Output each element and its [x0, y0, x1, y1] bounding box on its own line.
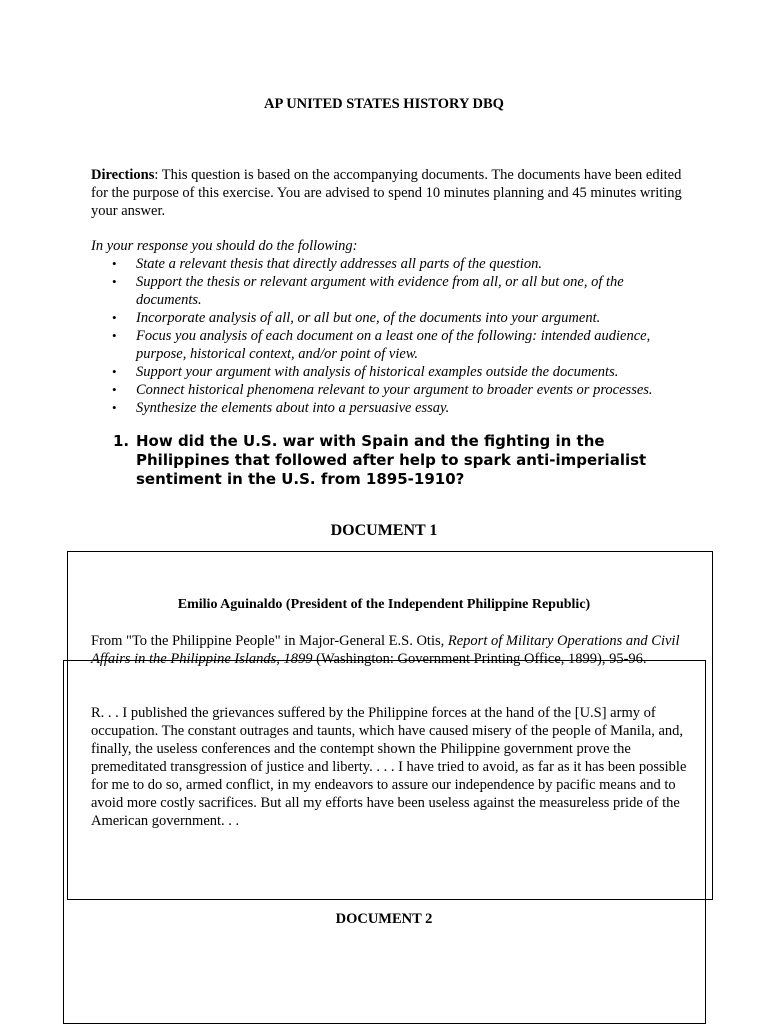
document-1-author: Emilio Aguinaldo (President of the Independent Philippine Republic): [177, 597, 591, 612]
instructions-block: [91, 237, 691, 417]
bullet-icon: •: [112, 328, 117, 343]
source-title: Report of Military Operations and Civil Affairs in the Philippine Islands, 1899: [91, 633, 680, 667]
document-1-quote: R. . . I published the grievances suffered by the Philippine forces at the hand of the [U.S] army of occupation. The constant outrages and taunts, which have caused misery of the people of Manila, and, finally, the useless conferences and the contempt shown the Philippine government prove the premeditated transgression of justice and liberty. . . . I have tried to avoid, as far as it has been possible for me to do so, armed conflict, in my endeavors to assure our independence by pacific means and to avoid more costly sacrifices. But all my efforts have been useless against the measureless pride of the American government. . .: [91, 705, 687, 829]
list-item: [91, 273, 691, 309]
list-item: [91, 327, 691, 363]
bullet-icon: •: [112, 382, 117, 397]
document-2-heading: DOCUMENT 2: [335, 911, 433, 927]
bullet-icon: •: [112, 274, 117, 289]
directions-label: Directions: [91, 167, 155, 183]
list-item: [91, 363, 691, 381]
list-item-text: Synthesize the elements about into a persuasive essay.: [136, 400, 450, 416]
instructions-intro: In your response you should do the following:: [91, 238, 358, 254]
bullet-icon: •: [112, 364, 117, 379]
list-item-text: State a relevant thesis that directly addresses all parts of the question.: [136, 256, 542, 272]
directions-paragraph: [91, 166, 691, 220]
essay-question: [113, 432, 673, 489]
directions-text: : This question is based on the accompanying documents. The documents have been edited for the purpose of this exercise. You are advised to spend 10 minutes planning and 45 minutes writing your answer.: [91, 167, 682, 219]
bullet-icon: •: [112, 256, 117, 271]
bullet-icon: •: [112, 400, 117, 415]
source-suffix: (Washington: Government Printing Office, 1899), 95-96.: [312, 651, 647, 667]
document-1-source: [91, 632, 691, 668]
list-item-text: Incorporate analysis of all, or all but one, of the documents into your argument.: [136, 310, 601, 326]
list-item-text: Support your argument with analysis of historical examples outside the documents.: [136, 364, 619, 380]
document-1-heading: DOCUMENT 1: [330, 522, 438, 539]
list-item: [91, 381, 691, 399]
source-prefix: From "To the Philippine People" in Major-General E.S. Otis,: [91, 633, 448, 649]
list-item: [91, 255, 691, 273]
list-item: [91, 309, 691, 327]
page-title: AP UNITED STATES HISTORY DBQ: [264, 96, 504, 112]
list-item: [91, 399, 691, 417]
list-item-text: Support the thesis or relevant argument with evidence from all, or all but one, of the documents.: [136, 274, 624, 308]
instructions-list: [91, 255, 691, 417]
question-text: How did the U.S. war with Spain and the fighting in the Philippines that followed after help to spark anti-imperialist sentiment in the U.S. from 1895-1910?: [136, 432, 647, 488]
list-item-text: Connect historical phenomena relevant to your argument to broader events or processes.: [136, 382, 653, 398]
bullet-icon: •: [112, 310, 117, 325]
question-number: 1.: [113, 432, 130, 450]
list-item-text: Focus you analysis of each document on a least one of the following: intended audience, purpose, historical context, and/or point of view.: [136, 328, 651, 362]
